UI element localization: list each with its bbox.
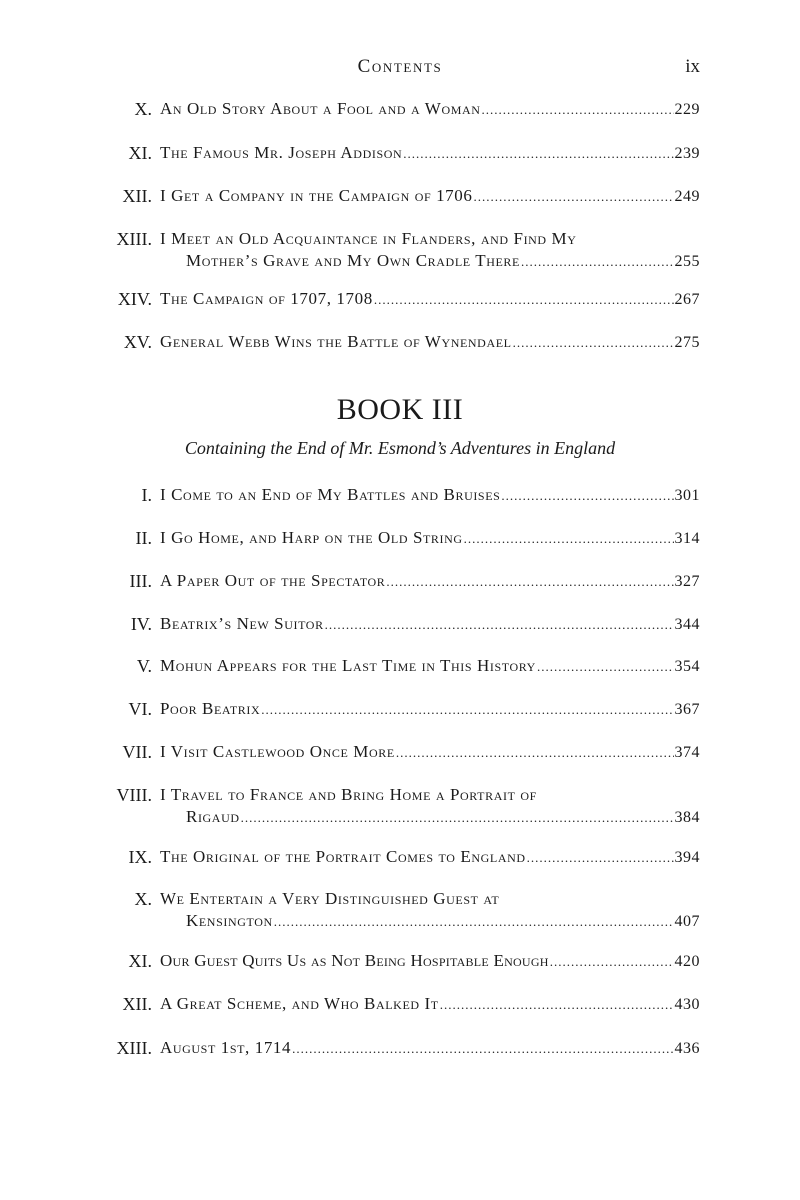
dot-leader: [396, 742, 674, 764]
chapter-title: A Great Scheme, and Who Balked It: [160, 994, 439, 1013]
chapter-title: The Original of the Portrait Comes to England: [160, 847, 526, 866]
chapter-number: VIII.: [116, 785, 152, 805]
dot-leader: [292, 1038, 673, 1060]
dot-leader: [325, 614, 674, 636]
book-heading: BOOK III: [336, 393, 464, 426]
dot-leader: [550, 951, 674, 973]
chapter-number: III.: [129, 571, 152, 591]
chapter-title: Poor Beatrix: [160, 699, 261, 718]
dot-leader: [440, 994, 674, 1016]
chapter-page: 249: [674, 188, 700, 205]
chapter-number: X.: [134, 889, 152, 909]
chapter-page: 255: [674, 253, 700, 270]
chapter-title: I Visit Castlewood Once More: [160, 742, 395, 761]
chapter-page: 430: [674, 996, 700, 1013]
chapter-page: 314: [674, 530, 700, 547]
chapter-title: General Webb Wins the Battle of Wynendael: [160, 332, 512, 351]
chapter-number: VII.: [122, 742, 152, 762]
chapter-title: The Campaign of 1707, 1708: [160, 289, 373, 308]
chapter-title-continued: Kensington: [186, 911, 273, 930]
chapter-page: 374: [674, 744, 700, 761]
dot-leader: [374, 289, 674, 311]
chapter-page: 354: [674, 658, 700, 675]
chapter-number: XV.: [123, 332, 152, 352]
dot-leader: [482, 99, 674, 121]
book-subtitle: Containing the End of Mr. Esmond’s Adventures in England: [184, 438, 616, 458]
chapter-title-continued: Rigaud: [186, 807, 240, 826]
chapter-number: XIII.: [116, 1038, 152, 1058]
chapter-page: 384: [674, 809, 700, 826]
chapter-number: XI.: [128, 143, 152, 163]
dot-leader: [261, 699, 673, 721]
chapter-title: Our Guest Quits Us as Not Being Hospitable Enough: [160, 951, 549, 970]
chapter-number: II.: [135, 528, 152, 548]
chapter-page: 344: [674, 616, 700, 633]
chapter-number: VI.: [128, 699, 152, 719]
chapter-title: I Meet an Old Acquaintance in Flanders, and Find My: [160, 229, 577, 248]
dot-leader: [473, 186, 673, 208]
chapter-title: The Famous Mr. Joseph Addison: [160, 143, 403, 162]
chapter-page: 301: [674, 487, 700, 504]
dot-leader: [501, 485, 673, 507]
chapter-number: V.: [136, 656, 152, 676]
chapter-number: XII.: [122, 186, 152, 206]
chapter-page: 367: [674, 701, 700, 718]
chapter-title: I Come to an End of My Battles and Bruises: [160, 485, 501, 504]
dot-leader: [513, 332, 674, 354]
chapter-page: 420: [674, 953, 700, 970]
chapter-number: X.: [134, 99, 152, 119]
running-head: [100, 56, 700, 86]
chapter-page: 239: [674, 145, 700, 162]
chapter-page: 394: [674, 849, 700, 866]
chapter-page: 327: [674, 573, 700, 590]
chapter-page: 267: [674, 291, 700, 308]
chapter-title: August 1st, 1714: [160, 1038, 292, 1057]
chapter-title: I Travel to France and Bring Home a Portrait of: [160, 785, 537, 804]
chapter-title: We Entertain a Very Distinguished Guest at: [160, 889, 500, 908]
chapter-number: XIII.: [116, 229, 152, 249]
dot-leader: [527, 847, 674, 869]
dot-leader: [403, 143, 673, 165]
chapter-page: 407: [674, 913, 700, 930]
dot-leader: [241, 807, 674, 829]
chapter-number: XIV.: [117, 289, 152, 309]
chapter-title-continued: Mother’s Grave and My Own Cradle There: [186, 251, 520, 270]
chapter-page: 275: [674, 334, 700, 351]
chapter-number: IX.: [128, 847, 152, 867]
dot-leader: [537, 656, 674, 678]
chapter-number: I.: [141, 485, 152, 505]
chapter-page: 436: [674, 1040, 700, 1057]
page-number: ix: [685, 56, 700, 77]
dot-leader: [521, 251, 674, 273]
dot-leader: [386, 571, 673, 593]
chapter-page: 229: [674, 101, 700, 118]
chapter-number: XI.: [128, 951, 152, 971]
chapter-number: IV.: [130, 614, 152, 634]
chapter-title: Mohun Appears for the Last Time in This History: [160, 656, 536, 675]
chapter-title: Beatrix’s New Suitor: [160, 614, 324, 633]
dot-leader: [274, 911, 674, 933]
chapter-title: A Paper Out of the Spectator: [160, 571, 386, 590]
chapter-title: I Get a Company in the Campaign of 1706: [160, 186, 473, 205]
chapter-title: An Old Story About a Fool and a Woman: [160, 99, 481, 118]
chapter-title: I Go Home, and Harp on the Old String: [160, 528, 463, 547]
dot-leader: [464, 528, 674, 550]
chapter-number: XII.: [122, 994, 152, 1014]
running-title: Contents: [357, 56, 443, 77]
